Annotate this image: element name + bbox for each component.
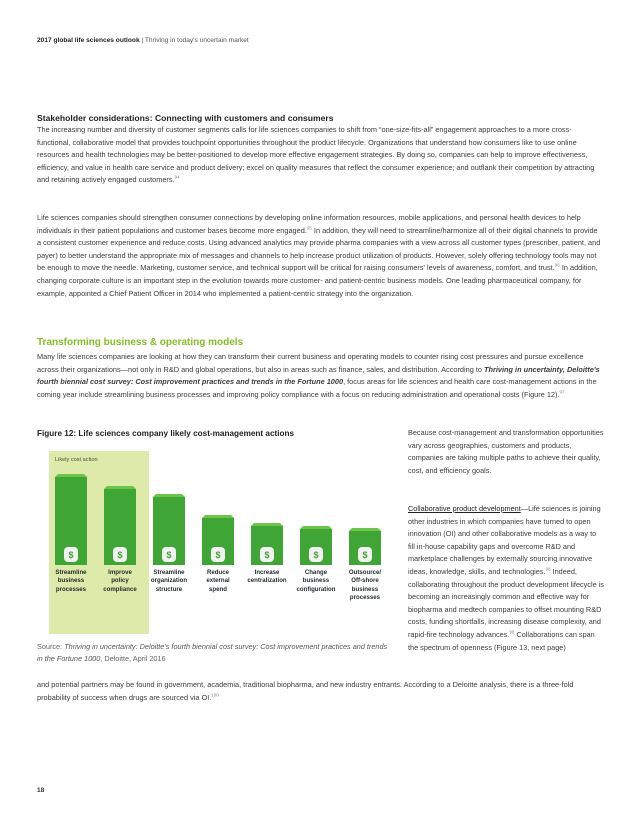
section-heading-transforming: Transforming business & operating models — [37, 337, 244, 348]
sidebar-paragraph-2 — [408, 503, 604, 654]
paragraph-text: , focus areas for life sciences and health care cost-management actions in the coming year include streamlining business processes and improving policy compliance with a focus on reducing administration and operational costs (Figure 12). — [37, 377, 597, 399]
continuation-paragraph — [37, 679, 603, 704]
dollar-icon: $ — [215, 550, 221, 560]
chart-legend-label: Likely cost action — [55, 457, 98, 463]
category-label — [340, 569, 390, 603]
paragraph-text: In addition, they will need to streamline/harmonize all of their digital channels to provide a consistent customer experience and reduce costs. Using advanced analytics may provide pharma companies with a view across all customer types (prescriber, patient, and payer) to better understand the appropriate mix of messages and channels to help increase product utilization of products. However, solely offering technology tools may not be enough to move the needle. Marketing, customer service, and technical support will be critical for raising consumers' levels of awareness, comfort, and trust. — [37, 225, 601, 273]
bar-top — [55, 474, 87, 477]
cost-actions-chart — [37, 449, 392, 635]
paragraph-text: In addition, changing corporate culture is an important step in the evolution towards more customer- and patient-centric business models. One leading pharmaceutical company, for example, appointed a Chief Patient Officer in 2014 who implemented a patient-centric strategy into the organization. — [37, 263, 598, 298]
category-label-line: Outsource/ — [348, 569, 382, 576]
category-label — [144, 569, 194, 594]
footnote-ref[interactable]: 95 — [306, 225, 312, 231]
category-label — [193, 569, 243, 594]
paragraph-text: Collaborations can span the spectrum of openness (Figure 13, next page) — [408, 629, 595, 652]
bar-group — [251, 523, 283, 565]
figure-source — [37, 641, 393, 666]
category-label-line: Reduce — [206, 569, 229, 576]
category-label-line: compliance — [103, 585, 137, 593]
footnote-ref[interactable]: 96 — [554, 262, 560, 268]
category-label-line: Change — [304, 569, 328, 576]
footnote-ref[interactable]: 99 — [509, 629, 515, 635]
category-label-line: Improve — [108, 569, 132, 576]
category-label-line: business — [57, 577, 85, 585]
category-label-line: business — [302, 577, 330, 585]
category-label-line: spend — [209, 585, 227, 593]
transforming-paragraph — [37, 351, 603, 401]
bar-top — [153, 494, 185, 497]
section-heading-stakeholder: Stakeholder considerations: Connecting with customers and consumers — [37, 113, 334, 123]
dollar-icon: $ — [313, 550, 319, 560]
bar-top — [202, 515, 234, 518]
source-suffix: , Deloitte, April 2016 — [100, 654, 166, 664]
page-number: 18 — [37, 787, 45, 794]
bar-group — [300, 526, 332, 565]
paragraph-text: and potential partners may be found in government, academia, traditional biopharma, and new industry entrants. According to a Deloitte analysis, there is a three-fold probability of success when drugs are sourced via OI. — [37, 680, 574, 702]
category-label — [46, 569, 96, 594]
dollar-icon: $ — [117, 550, 123, 560]
header-separator: | — [141, 37, 144, 44]
bar-top — [349, 528, 381, 531]
category-label — [242, 569, 292, 586]
dollar-icon: $ — [264, 550, 270, 560]
footnote-ref[interactable]: 100 — [211, 692, 219, 698]
figure-title: Figure 12: Life sciences company likely cost-management actions — [37, 429, 295, 438]
category-label-line: configuration — [296, 585, 336, 593]
footnote-ref[interactable]: 97 — [559, 389, 565, 395]
source-prefix: Source: — [37, 642, 65, 651]
category-label-line: business — [351, 585, 379, 593]
report-title: 2017 global life sciences outlook — [37, 37, 140, 44]
bar-group — [153, 494, 185, 565]
bar-group — [349, 528, 381, 565]
paragraph-text: Life sciences companies should strengthen consumer connections by developing online information resources, mobile applications, and personal health devices to help individuals in their patient populations and customer bases become more engaged. — [37, 213, 581, 235]
stakeholder-paragraph-1 — [37, 124, 603, 187]
category-label-line: Streamline — [55, 569, 87, 576]
dollar-icon: $ — [362, 550, 368, 560]
dollar-icon: $ — [166, 550, 172, 560]
paragraph-text: —Life sciences is joining other industries in which companies have turned to open innovation (OI) and other collaborative models as a way to fill in-house capability gaps and overcome R&D and marketplace challenges by externally sourcing innovative ideas, knowledge, skills, and technologies. — [408, 504, 601, 576]
category-label-line: external — [206, 577, 230, 585]
paragraph-text: Indeed, collaborating throughout the product development lifecycle is becoming an increasingly common and effective way for biopharma and medtech companies to offset mounting R&D costs, funding shortfalls, increasing disease complexity, and rapid-fire technology advances. — [408, 566, 604, 639]
category-label-line: structure — [155, 585, 183, 593]
footnote-ref[interactable]: 98 — [545, 566, 551, 572]
category-label-line: Increase — [254, 569, 280, 576]
bar-group — [202, 515, 234, 565]
chart-canvas — [37, 449, 392, 635]
category-label — [95, 569, 145, 594]
category-label-line: Streamline — [153, 569, 185, 576]
category-label-line: processes — [55, 585, 87, 593]
bar-top — [251, 523, 283, 526]
stakeholder-paragraph-2 — [37, 212, 603, 300]
bar-top — [104, 486, 136, 489]
survey-title: Thriving in uncertainty, Deloitte's fourth biennial cost survey: Cost improvement practices and trends in the Fortune 1000 — [37, 364, 600, 387]
source-title: Thriving in uncertainty: Deloitte's fourth biennial cost survey: Cost improvement practices and trends in the Fortune 1000 — [37, 642, 388, 664]
paragraph-text: Many life sciences companies are looking at how they can transform their current business and operating models to counter rising cost pressures and pursue excellence across their organizations—not only in R&D and global operations, but also in areas such as finance, sales, and distribution. According to — [37, 352, 584, 374]
bar-top — [300, 526, 332, 529]
bar-group — [55, 474, 87, 565]
paragraph-text: The increasing number and diversity of customer segments calls for life sciences companies to shift from “one-size-fits-all” engagement approaches to a more cross-functional, collaborative model that provides touchpoint opportunities throughout the product lifecycle. Organizations that understand how consumers like to use online resources and health technologies may be better-positioned to develop more effective engagement strategies. By doing so, companies can help to improve effectiveness, efficiency, and value in health care service and product delivery; excel on quality measures that reflect the consumer experience; and outflank their competition by attracting and retaining actively engaged customers. — [37, 125, 595, 185]
header-subtitle: Thriving in today's uncertain market — [144, 37, 249, 44]
category-label — [291, 569, 341, 594]
bar-group — [104, 486, 136, 565]
collaborative-development-term: Collaborative product development — [408, 504, 521, 513]
dollar-icon: $ — [68, 550, 74, 560]
category-label-line: centralization — [247, 577, 287, 585]
category-label-line: Off-shore — [351, 577, 379, 585]
sidebar-paragraph-1: Because cost-management and transformation opportunities vary across geographies, customers and products, companies are taking multiple paths to achieve their quality, cost, and efficiency goals. — [408, 428, 604, 475]
running-header — [37, 37, 249, 44]
category-label-line: processes — [349, 594, 381, 602]
footnote-ref[interactable]: 94 — [174, 174, 180, 180]
category-label-line: policy — [111, 577, 129, 585]
category-label-line: organization — [150, 577, 188, 585]
